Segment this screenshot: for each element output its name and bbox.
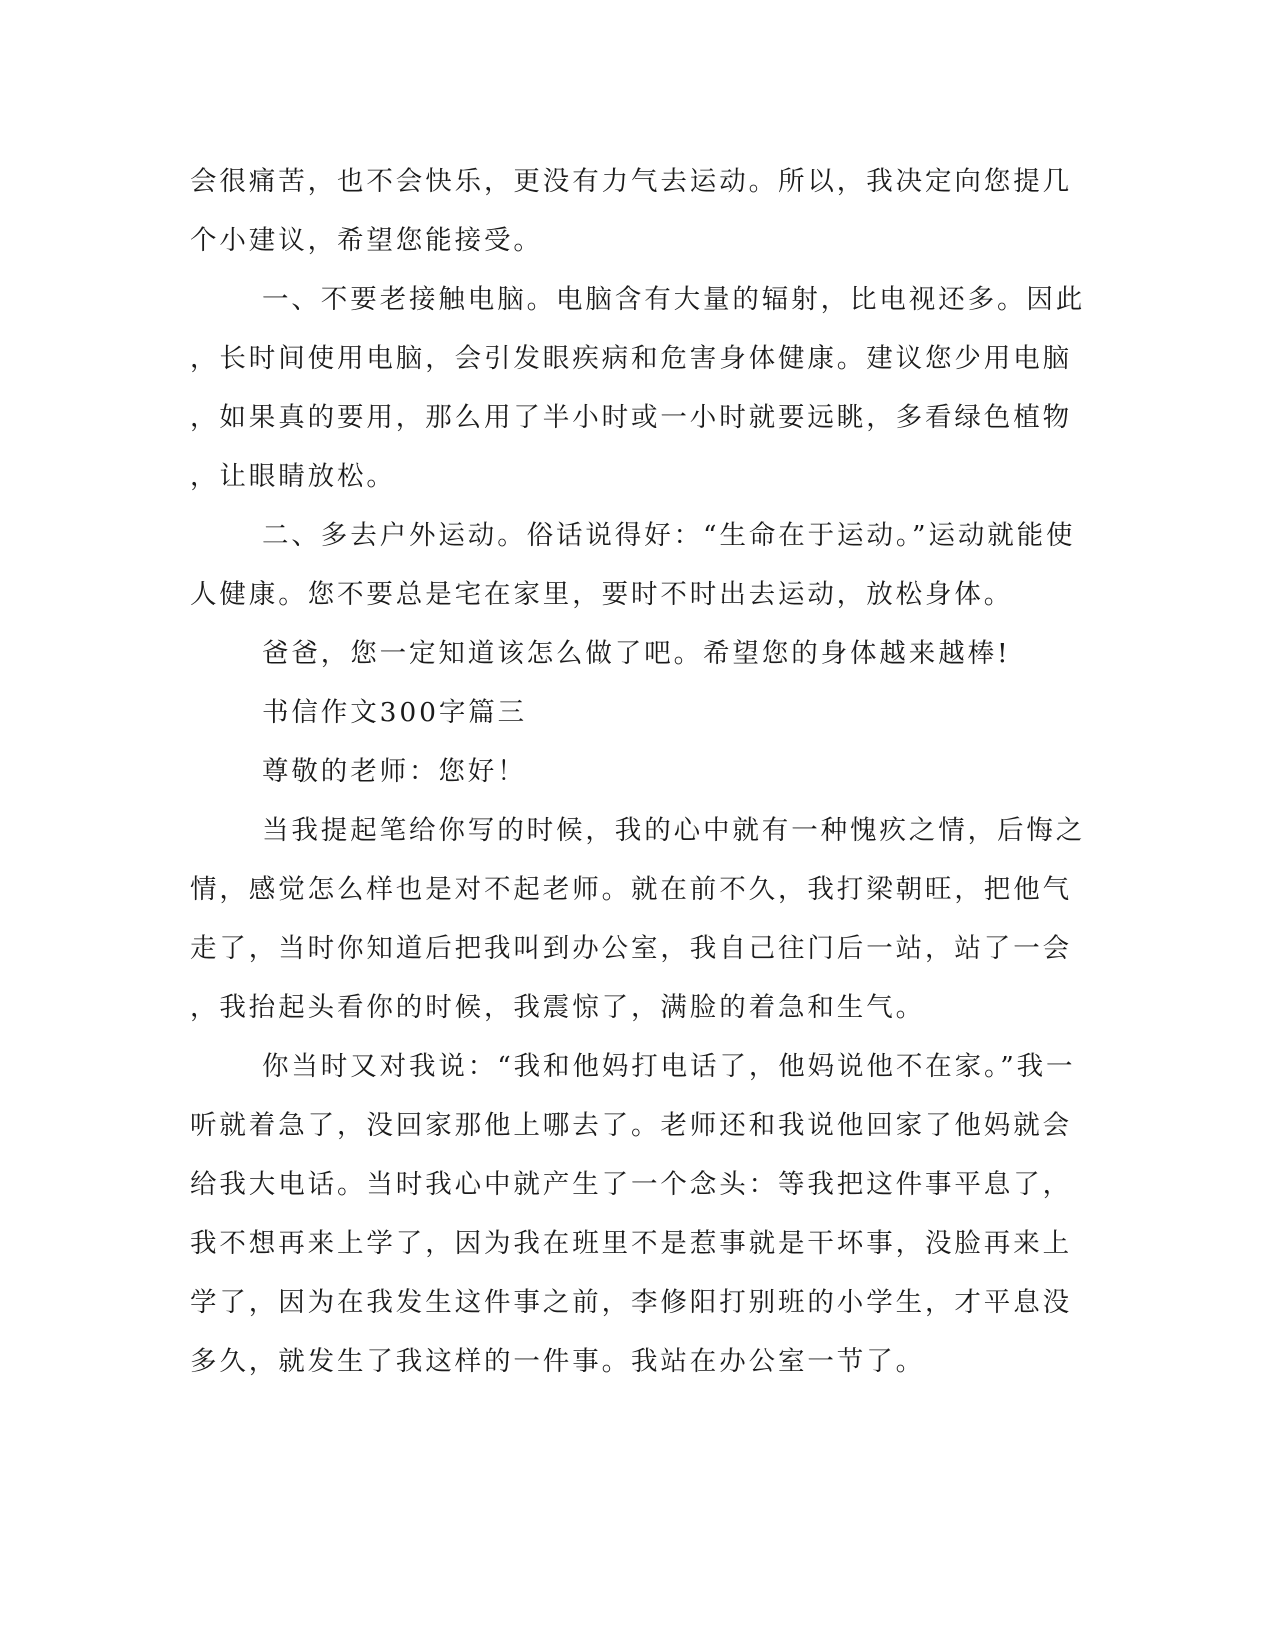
text-line: ，长时间使用电脑，会引发眼疾病和危害身体健康。建议您少用电脑 [190, 343, 1072, 374]
salutation: 尊敬的老师：您好！ [262, 756, 527, 787]
text-line: ，让眼睛放松。 [190, 461, 396, 492]
text-line: 学了，因为在我发生这件事之前，李修阳打别班的小学生，才平息没 [190, 1287, 1072, 1318]
text-line: 我不想再来上学了，因为我在班里不是惹事就是干坏事，没脸再来上 [190, 1228, 1072, 1259]
text-line: 会很痛苦，也不会快乐，更没有力气去运动。所以，我决定向您提几 [190, 166, 1072, 197]
text-line: 走了，当时你知道后把我叫到办公室，我自己往门后一站，站了一会 [190, 933, 1072, 964]
text-line: 给我大电话。当时我心中就产生了一个念头：等我把这件事平息了， [190, 1169, 1072, 1200]
paragraph-first-line: 爸爸，您一定知道该怎么做了吧。希望您的身体越来越棒! [262, 638, 1011, 669]
paragraph-first-line: 一、不要老接触电脑。电脑含有大量的辐射，比电视还多。因此 [262, 284, 1086, 315]
paragraph-first-line: 你当时又对我说：“我和他妈打电话了，他妈说他不在家。”我一 [262, 1051, 1076, 1082]
text-line: ，我抬起头看你的时候，我震惊了，满脸的着急和生气。 [190, 992, 925, 1023]
paragraph-first-line: 二、多去户外运动。俗话说得好：“生命在于运动。”运动就能使 [262, 520, 1076, 551]
text-line: 情，感觉怎么样也是对不起老师。就在前不久，我打梁朝旺，把他气 [190, 874, 1072, 905]
text-line: 听就着急了，没回家那他上哪去了。老师还和我说他回家了他妈就会 [190, 1110, 1072, 1141]
text-line: 个小建议，希望您能接受。 [190, 225, 543, 256]
text-line: 多久，就发生了我这样的一件事。我站在办公室一节了。 [190, 1346, 925, 1377]
paragraph-first-line: 当我提起笔给你写的时候，我的心中就有一种愧疚之情，后悔之 [262, 815, 1086, 846]
text-line: ，如果真的要用，那么用了半小时或一小时就要远眺，多看绿色植物 [190, 402, 1072, 433]
section-heading: 书信作文300字篇三 [262, 697, 528, 728]
text-line: 人健康。您不要总是宅在家里，要时不时出去运动，放松身体。 [190, 579, 1014, 610]
